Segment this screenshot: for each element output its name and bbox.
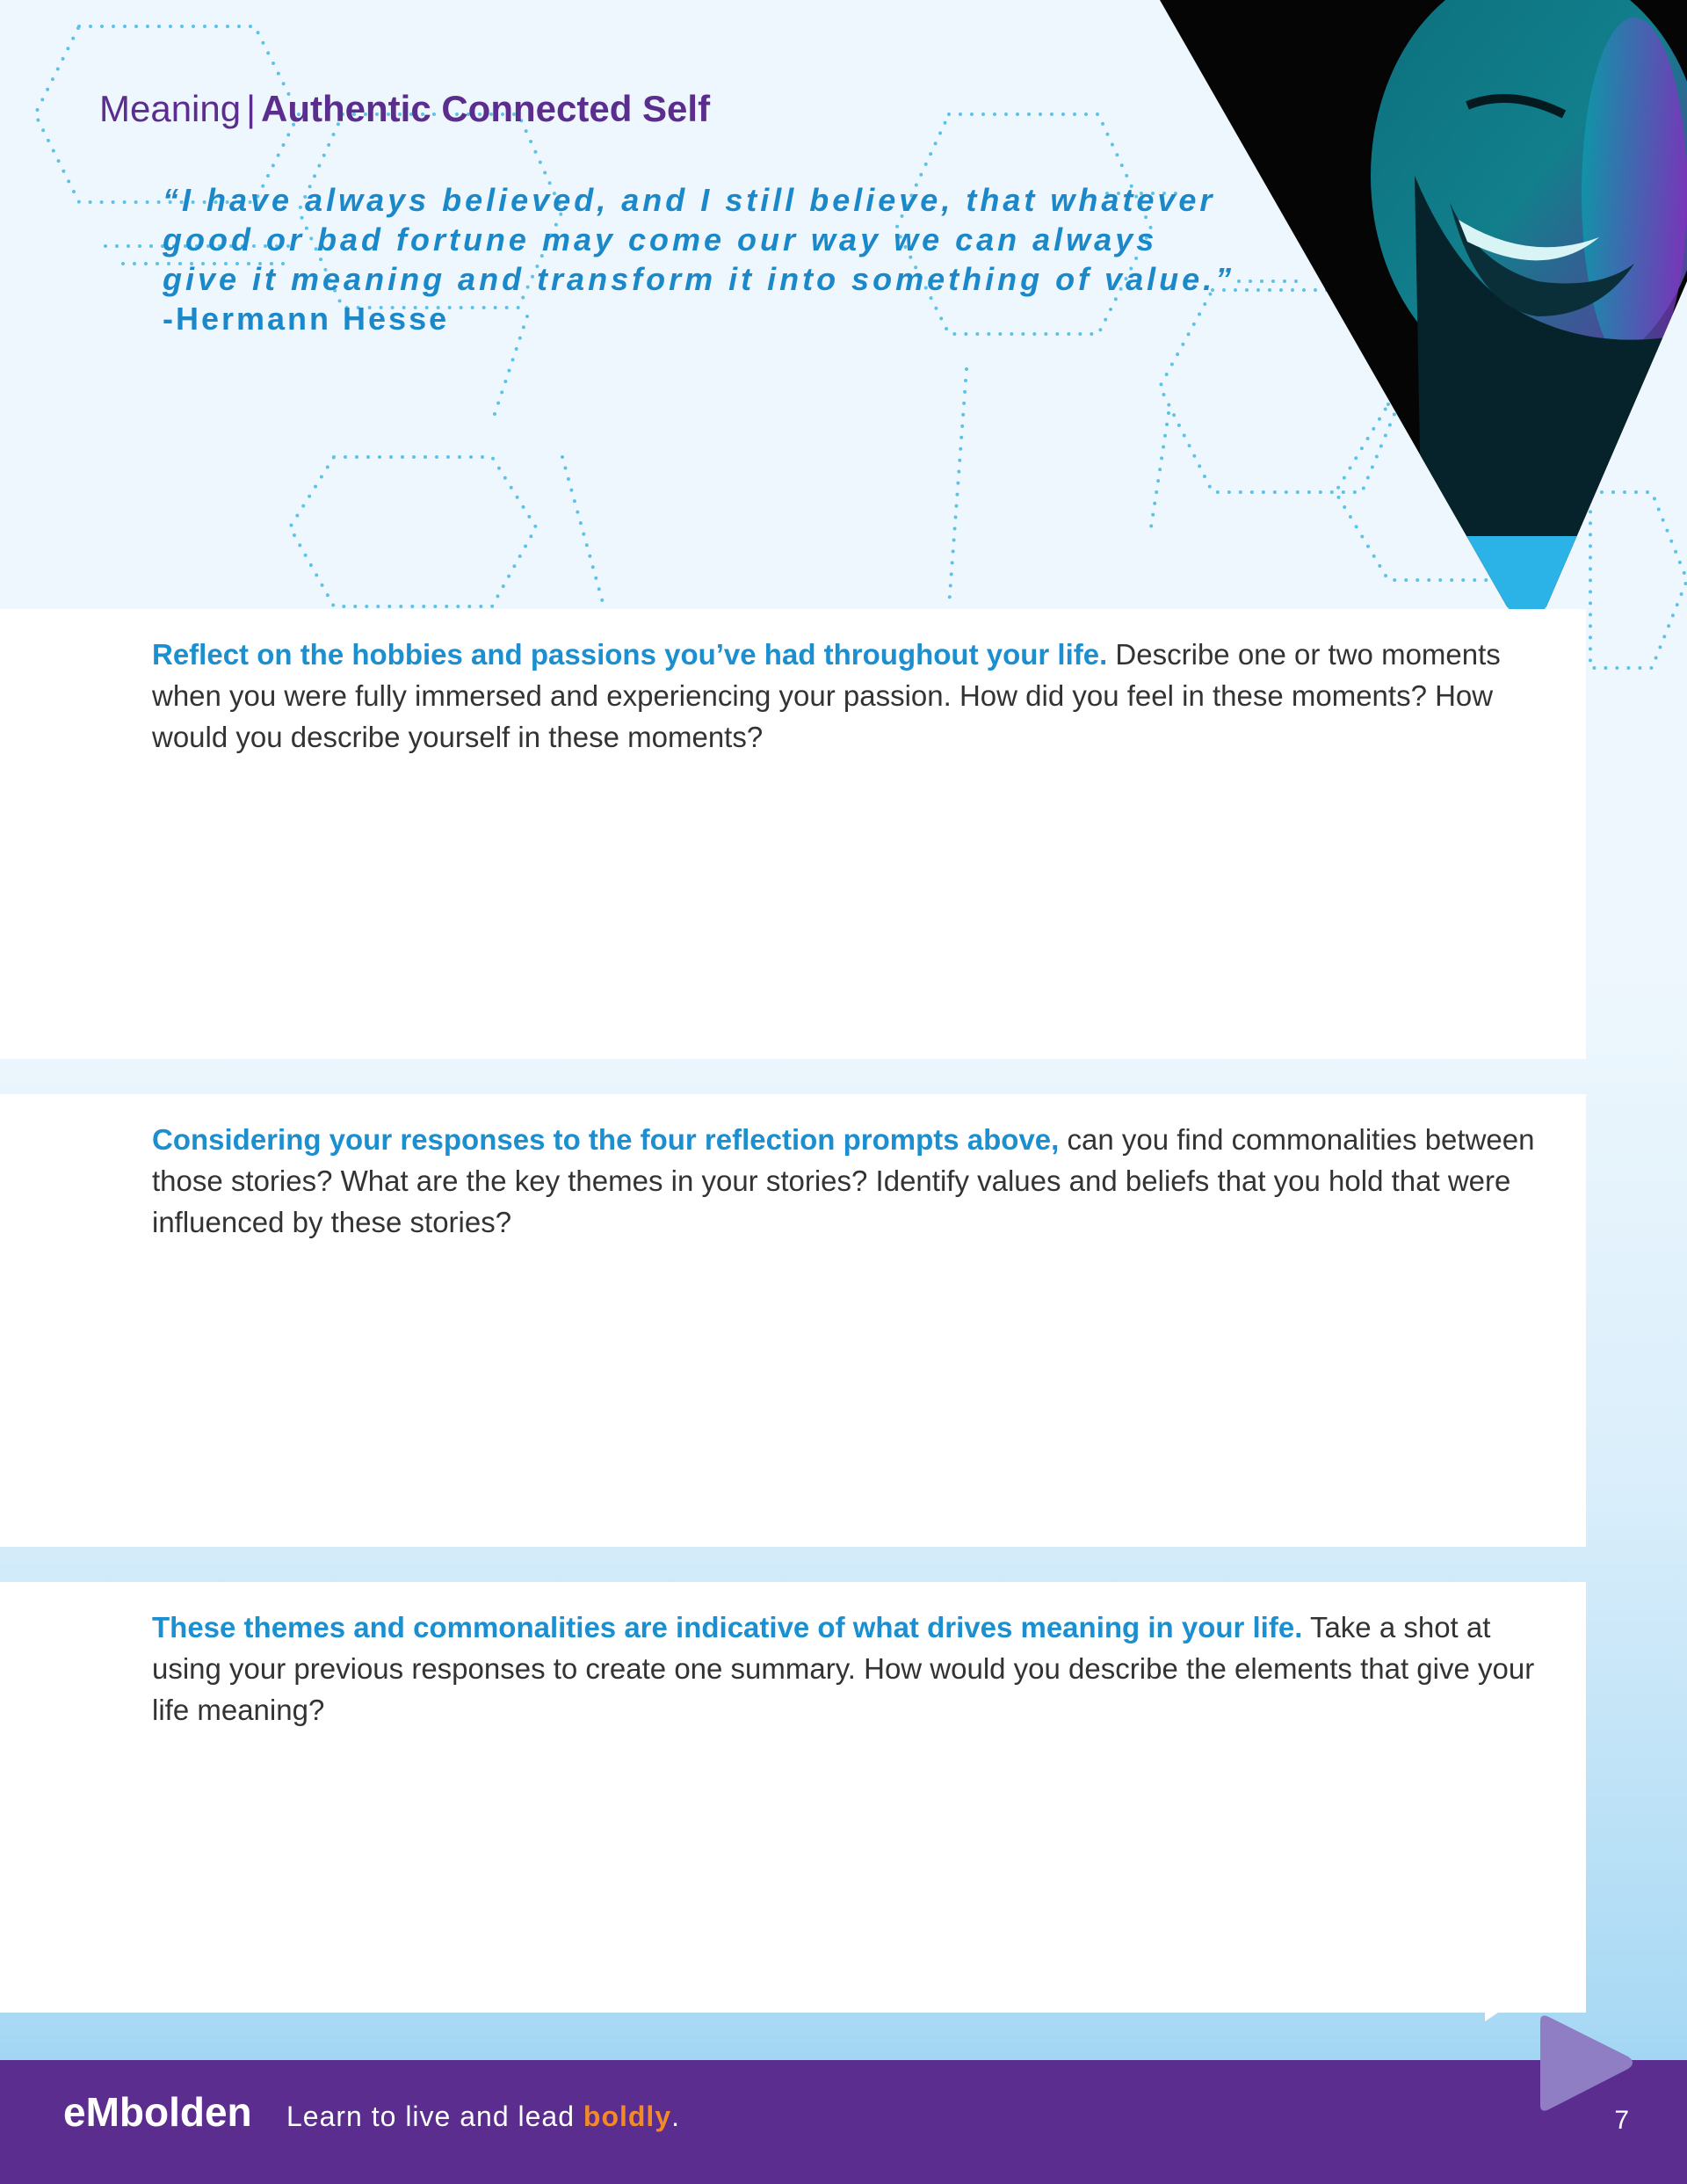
prompt-lead: These themes and commonalities are indicative of what drives meaning in your life. <box>152 1611 1303 1643</box>
tagline-start: Learn to live and lead <box>286 2101 583 2132</box>
prompt-card-3[interactable] <box>0 1582 1586 2013</box>
brand-logo: eMbolden <box>63 2089 252 2135</box>
tagline-bold: boldly <box>583 2101 672 2132</box>
page-title: Authentic Connected Self <box>261 88 711 129</box>
prompt-card-2[interactable] <box>0 1094 1586 1547</box>
prompt-card-1[interactable] <box>0 609 1586 1059</box>
section-label: Meaning <box>99 88 242 129</box>
play-arrow-icon <box>1533 2013 1639 2114</box>
prompt-body: Take a shot at using your previous responses to create one summary. How would you describe the elements that give your life meaning? <box>152 1611 1535 1726</box>
quote-block <box>163 180 1243 338</box>
tagline-end: . <box>671 2101 680 2132</box>
prompt-body: Describe one or two moments when you were fully immersed and experiencing your passion. How did you feel in these moments? How would you describe yourself in these moments? <box>152 638 1501 753</box>
prompt-text <box>152 1607 1558 1731</box>
prompt-lead: Considering your responses to the four reflection prompts above, <box>152 1123 1060 1156</box>
prompt-text <box>152 634 1558 758</box>
header-line <box>99 88 710 130</box>
footer-bar <box>0 2060 1687 2184</box>
prompt-body: can you find commonalities between those stories? What are the key themes in your stories? Identify values and beliefs that you hold that were influenced by these stories? <box>152 1123 1535 1238</box>
quote-text: “I have always believed, and I still believe, that whatever good or bad fortune may come our way we can always give it meaning and transform it into something of value.” <box>163 182 1235 297</box>
page-header <box>99 88 710 130</box>
tagline <box>286 2101 680 2133</box>
header-separator: | <box>246 88 257 129</box>
prompt-text <box>152 1119 1558 1243</box>
speech-tail-icon <box>1485 2004 1511 2021</box>
prompt-lead: Reflect on the hobbies and passions you’ve had throughout your life. <box>152 638 1108 671</box>
quote-author: -Hermann Hesse <box>163 301 450 337</box>
page-number: 7 <box>1614 2106 1629 2135</box>
